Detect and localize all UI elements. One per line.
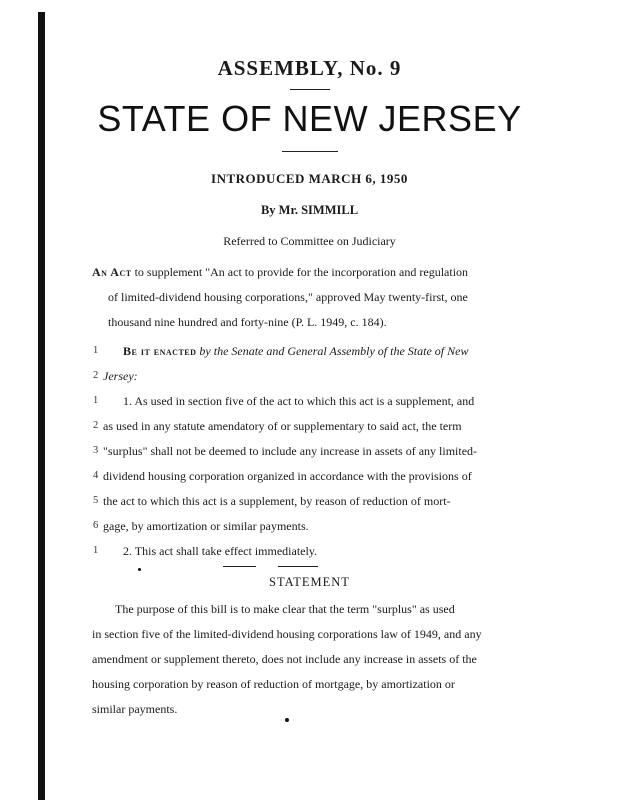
enacting-lead: Be it enacted <box>123 344 197 358</box>
committee-referral: Referred to Committee on Judiciary <box>223 234 396 248</box>
line-number: 1 <box>93 545 99 556</box>
line-number: 1 <box>93 395 99 406</box>
enacting-clause <box>123 345 468 358</box>
act-title-line <box>92 266 468 279</box>
statement-line: similar payments. <box>92 702 178 716</box>
divider <box>278 566 318 567</box>
divider <box>282 151 338 152</box>
statement-line: in section five of the limited-dividend housing corporations law of 1949, and any <box>92 627 482 641</box>
line-number: 4 <box>93 470 99 481</box>
section-1-line: 1. As used in section five of the act to which this act is a supplement, and <box>123 394 475 408</box>
divider <box>223 566 256 567</box>
section-1-line: gage, by amortization or similar payments. <box>103 519 309 533</box>
section-1-line: dividend housing corporation organized in accordance with the provisions of <box>103 469 472 483</box>
line-number: 3 <box>93 445 99 456</box>
statement-line: amendment or supplement thereto, does not include any increase in assets of the <box>92 652 477 666</box>
section-1-line: the act to which this act is a supplement, by reason of reduction of mort- <box>103 494 451 508</box>
statement-line: The purpose of this bill is to make clear that the term "surplus" as used <box>115 602 455 616</box>
line-number: 2 <box>93 370 99 381</box>
line-number: 6 <box>93 520 99 531</box>
statement-line: housing corporation by reason of reduction of mortgage, by amortization or <box>92 677 455 691</box>
assembly-number: ASSEMBLY, No. 9 <box>217 56 402 80</box>
section-2-line: 2. This act shall take effect immediately. <box>123 544 318 558</box>
divider <box>290 89 330 90</box>
enacting-text: by the Senate and General Assembly of the State of New <box>199 344 469 358</box>
ink-speck <box>138 568 141 571</box>
line-number: 2 <box>93 420 99 431</box>
line-number: 5 <box>93 495 99 506</box>
act-title-line: thousand nine hundred and forty-nine (P. L. 1949, c. 184). <box>108 315 387 329</box>
section-1-line: "surplus" shall not be deemed to include any increase in assets of any limited- <box>103 444 478 458</box>
page-title: STATE OF NEW JERSEY <box>97 98 522 139</box>
act-prefix: An Act <box>92 265 132 279</box>
act-title-text: to supplement "An act to provide for the incorporation and regulation <box>134 265 469 279</box>
line-number: 1 <box>93 345 99 356</box>
enacting-clause: Jersey: <box>103 369 138 383</box>
introduced-date: INTRODUCED MARCH 6, 1950 <box>211 171 408 186</box>
sponsor: By Mr. SIMMILL <box>260 203 359 217</box>
statement-heading: STATEMENT <box>269 575 350 589</box>
section-1-line: as used in any statute amendatory of or supplementary to said act, the term <box>103 419 462 433</box>
act-title-line: of limited-dividend housing corporations," approved May twenty-first, one <box>108 290 468 304</box>
ink-speck <box>285 718 289 722</box>
